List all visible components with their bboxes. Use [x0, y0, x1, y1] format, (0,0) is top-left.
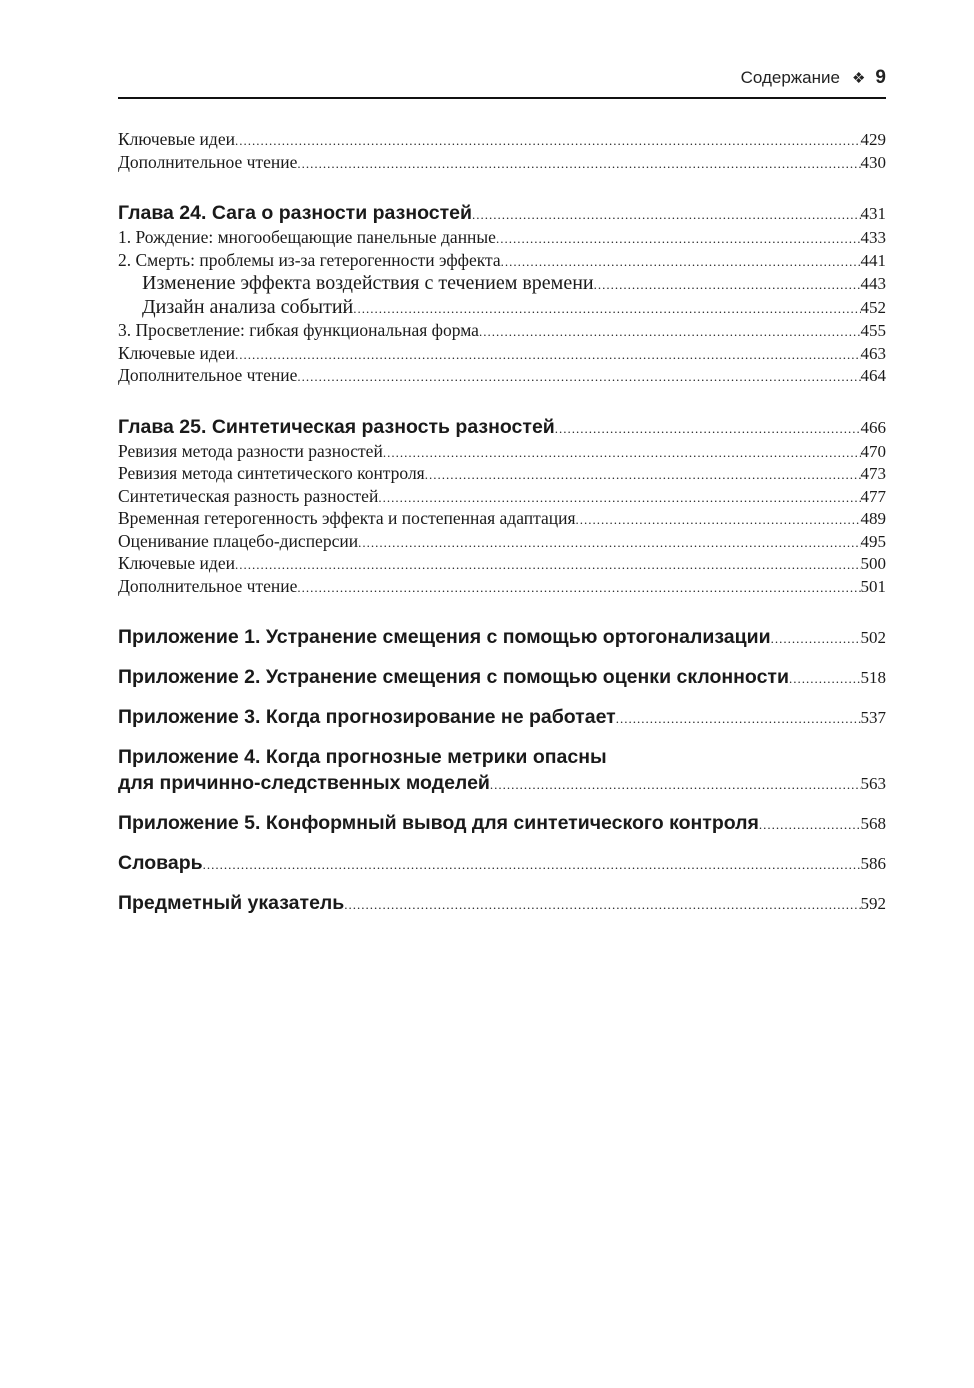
leader-dots [501, 251, 861, 272]
leader-dots [203, 852, 861, 876]
toc-entry[interactable]: Дополнительное чтение ..... 501 [118, 575, 886, 598]
running-header [741, 66, 886, 90]
toc-chapter-25[interactable]: Глава 25. Синтетическая разность разностей ..... 466 [118, 414, 886, 440]
leader-dots [759, 812, 861, 836]
header-section-title: Содержание [740, 68, 840, 87]
toc-entry[interactable]: Ключевые идеи ..... 500 [118, 552, 886, 575]
leader-dots [576, 509, 861, 530]
toc-entry-key-ideas[interactable]: Ключевые идеи ..... 429 [118, 128, 886, 151]
toc-appendix-5[interactable]: Приложение 5. Конформный вывод для синтетического контроля ..... 568 [118, 810, 886, 836]
toc-appendix-4-line1: Приложение 4. Когда прогнозные метрики опасны [118, 746, 607, 768]
toc-entry[interactable]: Синтетическая разность разностей ..... 477 [118, 485, 886, 508]
toc-entry[interactable]: Ревизия метода разности разностей ..... 470 [118, 440, 886, 463]
table-of-contents [118, 128, 886, 916]
toc-appendix-3[interactable]: Приложение 3. Когда прогнозирование не работает ..... 537 [118, 704, 886, 730]
leader-dots [383, 442, 861, 463]
toc-subentry[interactable]: Изменение эффекта воздействия с течением времени ..... 443 [118, 271, 886, 295]
toc-appendix-4-line2: для причинно-следственных моделей ..... 563 [118, 770, 886, 796]
leader-dots [235, 130, 861, 151]
leader-dots [771, 626, 861, 650]
leader-dots [378, 487, 860, 508]
toc-entry[interactable]: Дополнительное чтение ..... 464 [118, 364, 886, 387]
toc-entry[interactable]: 1. Рождение: многообещающие панельные данные ..... 433 [118, 226, 886, 249]
leader-dots [789, 666, 861, 690]
leader-dots [297, 577, 860, 598]
diamond-ornament-icon: ❖ [851, 70, 866, 87]
leader-dots [297, 153, 860, 174]
toc-appendix-1[interactable]: Приложение 1. Устранение смещения с помощью ортогонализации ..... 502 [118, 624, 886, 650]
leader-dots [358, 532, 860, 553]
toc-appendix-4[interactable] [118, 744, 886, 796]
leader-dots [425, 464, 861, 485]
toc-entry[interactable]: Временная гетерогенность эффекта и постепенная адаптация ..... 489 [118, 507, 886, 530]
leader-dots [496, 228, 861, 249]
leader-dots [353, 297, 860, 319]
leader-dots [344, 892, 860, 916]
toc-entry[interactable]: 3. Просветление: гибкая функциональная форма ..... 455 [118, 319, 886, 342]
toc-appendix-2[interactable]: Приложение 2. Устранение смещения с помощью оценки склонности ..... 518 [118, 664, 886, 690]
leader-dots [594, 273, 861, 295]
leader-dots [235, 554, 861, 575]
toc-chapter-24[interactable]: Глава 24. Сага о разности разностей ..... 431 [118, 200, 886, 226]
leader-dots [616, 706, 861, 730]
header-page-number: 9 [875, 67, 886, 88]
leader-dots [297, 366, 860, 387]
leader-dots [555, 416, 861, 440]
toc-entry-further-reading[interactable]: Дополнительное чтение ..... 430 [118, 151, 886, 174]
toc-entry[interactable]: 2. Смерть: проблемы из-за гетерогенности эффекта ..... 441 [118, 249, 886, 272]
toc-glossary[interactable]: Словарь ..... 586 [118, 850, 886, 876]
leader-dots [479, 321, 861, 342]
header-rule [118, 97, 886, 99]
toc-entry[interactable]: Ключевые идеи ..... 463 [118, 342, 886, 365]
leader-dots [235, 344, 861, 365]
leader-dots [490, 772, 861, 796]
leader-dots [472, 202, 861, 226]
toc-entry[interactable]: Оценивание плацебо-дисперсии ..... 495 [118, 530, 886, 553]
toc-entry[interactable]: Ревизия метода синтетического контроля ..... 473 [118, 462, 886, 485]
toc-subject-index[interactable]: Предметный указатель ..... 592 [118, 890, 886, 916]
toc-subentry[interactable]: Дизайн анализа событий ..... 452 [118, 295, 886, 319]
